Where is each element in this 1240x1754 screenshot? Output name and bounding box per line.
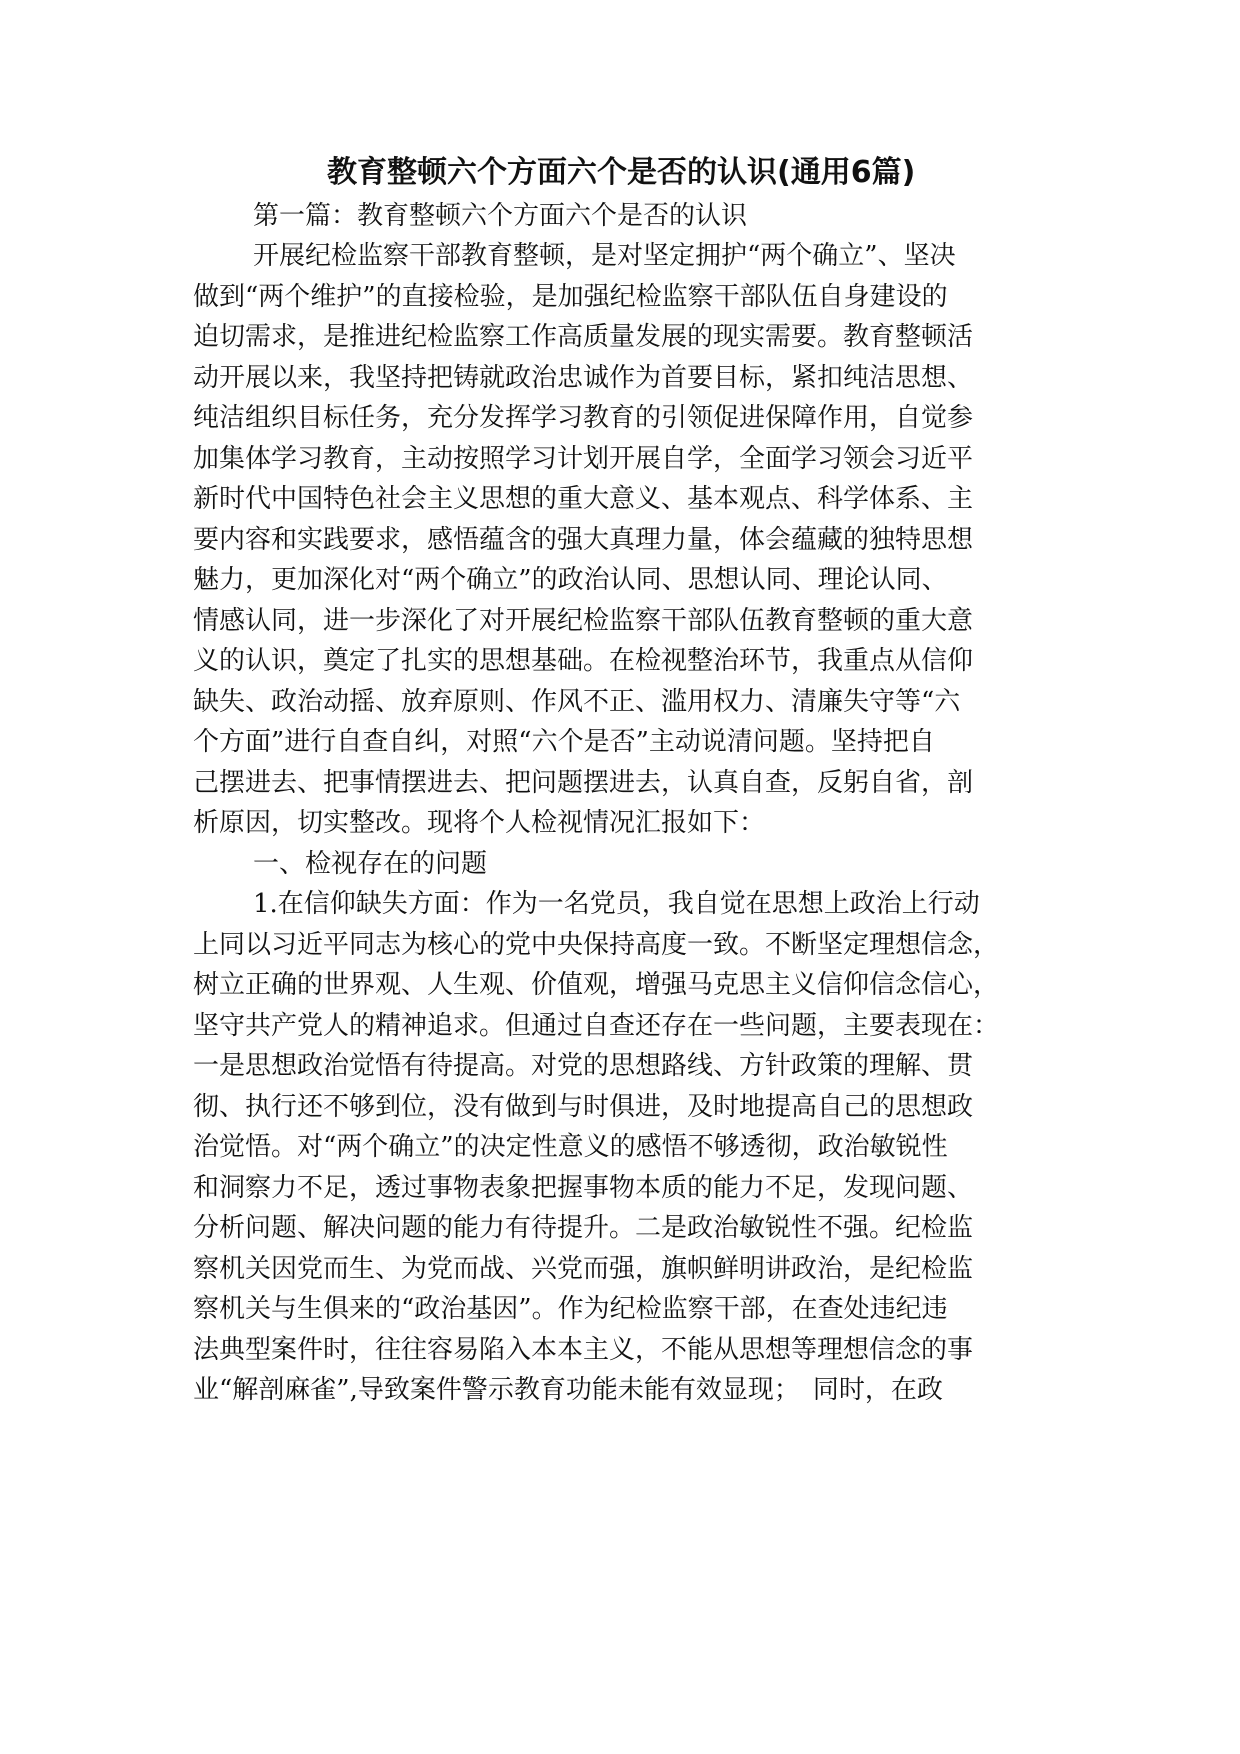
paragraph-line: 上同以习近平同志为核心的党中央保持高度一致。不断坚定理想信念， bbox=[193, 929, 1000, 960]
paragraph-line: 业“解剖麻雀”,导致案件警示教育功能未能有效显现； 同时，在政 bbox=[193, 1375, 943, 1405]
paragraph-line: 察机关因党而生、为党而战、兴党而强，旗帜鲜明讲政治，是纪检监 bbox=[193, 1253, 974, 1284]
paragraph-line: 动开展以来，我坚持把铸就政治忠诚作为首要目标，紧扣纯洁思想、 bbox=[193, 362, 974, 393]
paragraph-line: 1.在信仰缺失方面：作为一名党员，我自觉在思想上政治上行动 bbox=[253, 889, 980, 919]
document-page bbox=[193, 150, 1055, 1411]
paragraph-line: 分析问题、解决问题的能力有待提升。二是政治敏锐性不强。纪检监 bbox=[193, 1213, 974, 1243]
paragraph-1 bbox=[193, 236, 1055, 844]
subheading: 一、检视存在的问题 bbox=[253, 848, 488, 879]
paragraph-line: 治觉悟。对“两个确立”的决定性意义的感悟不够透彻，政治敏锐性 bbox=[193, 1132, 948, 1162]
paragraph-line: 纯洁组织目标任务，充分发挥学习教育的引领促进保障作用，自觉参 bbox=[193, 403, 974, 433]
paragraph-line: 彻、执行还不够到位，没有做到与时俱进，及时地提高自己的思想政 bbox=[193, 1091, 974, 1122]
paragraph-line: 做到“两个维护”的直接检验，是加强纪检监察干部队伍自身建设的 bbox=[193, 281, 948, 312]
paragraph-line: 新时代中国特色社会主义思想的重大意义、基本观点、科学体系、主 bbox=[193, 484, 974, 514]
section-title: 第一篇：教育整顿六个方面六个是否的认识 bbox=[253, 201, 748, 231]
paragraph-line: 一是思想政治觉悟有待提高。对党的思想路线、方针政策的理解、贯 bbox=[193, 1051, 974, 1081]
paragraph-line: 析原因，切实整改。现将个人检视情况汇报如下： bbox=[193, 808, 766, 838]
paragraph-line: 加集体学习教育，主动按照学习计划开展自学，全面学习领会习近平 bbox=[193, 443, 974, 474]
paragraph-line: 坚守共产党人的精神追求。但通过自查还存在一些问题，主要表现在： bbox=[193, 1010, 1000, 1041]
paragraph-line: 要内容和实践要求，感悟蕴含的强大真理力量，体会蕴藏的独特思想 bbox=[193, 524, 974, 555]
document-title: 教育整顿六个方面六个是否的认识(通用6篇) bbox=[327, 155, 916, 190]
paragraph-line: 情感认同，进一步深化了对开展纪检监察干部队伍教育整顿的重大意 bbox=[193, 605, 974, 636]
paragraph-line: 和洞察力不足，透过事物表象把握事物本质的能力不足，发现问题、 bbox=[193, 1172, 974, 1203]
paragraph-line: 迫切需求，是推进纪检监察工作高质量发展的现实需要。教育整顿活 bbox=[193, 322, 974, 352]
paragraph-line: 义的认识，奠定了扎实的思想基础。在检视整治环节，我重点从信仰 bbox=[193, 646, 974, 676]
paragraph-line: 开展纪检监察干部教育整顿，是对坚定拥护“两个确立”、坚决 bbox=[253, 241, 956, 271]
paragraph-line: 个方面”进行自查自纠，对照“六个是否”主动说清问题。坚持把自 bbox=[193, 727, 935, 757]
paragraph-line: 魅力，更加深化对“两个确立”的政治认同、思想认同、理论认同、 bbox=[193, 565, 948, 595]
paragraph-line: 己摆进去、把事情摆进去、把问题摆进去，认真自查，反躬自省，剖 bbox=[193, 767, 974, 798]
paragraph-line: 缺失、政治动摇、放弃原则、作风不正、滥用权力、清廉失守等“六 bbox=[193, 686, 961, 717]
paragraph-line: 察机关与生俱来的“政治基因”。作为纪检监察干部，在查处违纪违 bbox=[193, 1294, 948, 1324]
paragraph-2 bbox=[193, 884, 1055, 1411]
paragraph-line: 法典型案件时，往往容易陷入本本主义，不能从思想等理想信念的事 bbox=[193, 1334, 974, 1365]
paragraph-line: 树立正确的世界观、人生观、价值观，增强马克思主义信仰信念信心， bbox=[193, 970, 1000, 1000]
